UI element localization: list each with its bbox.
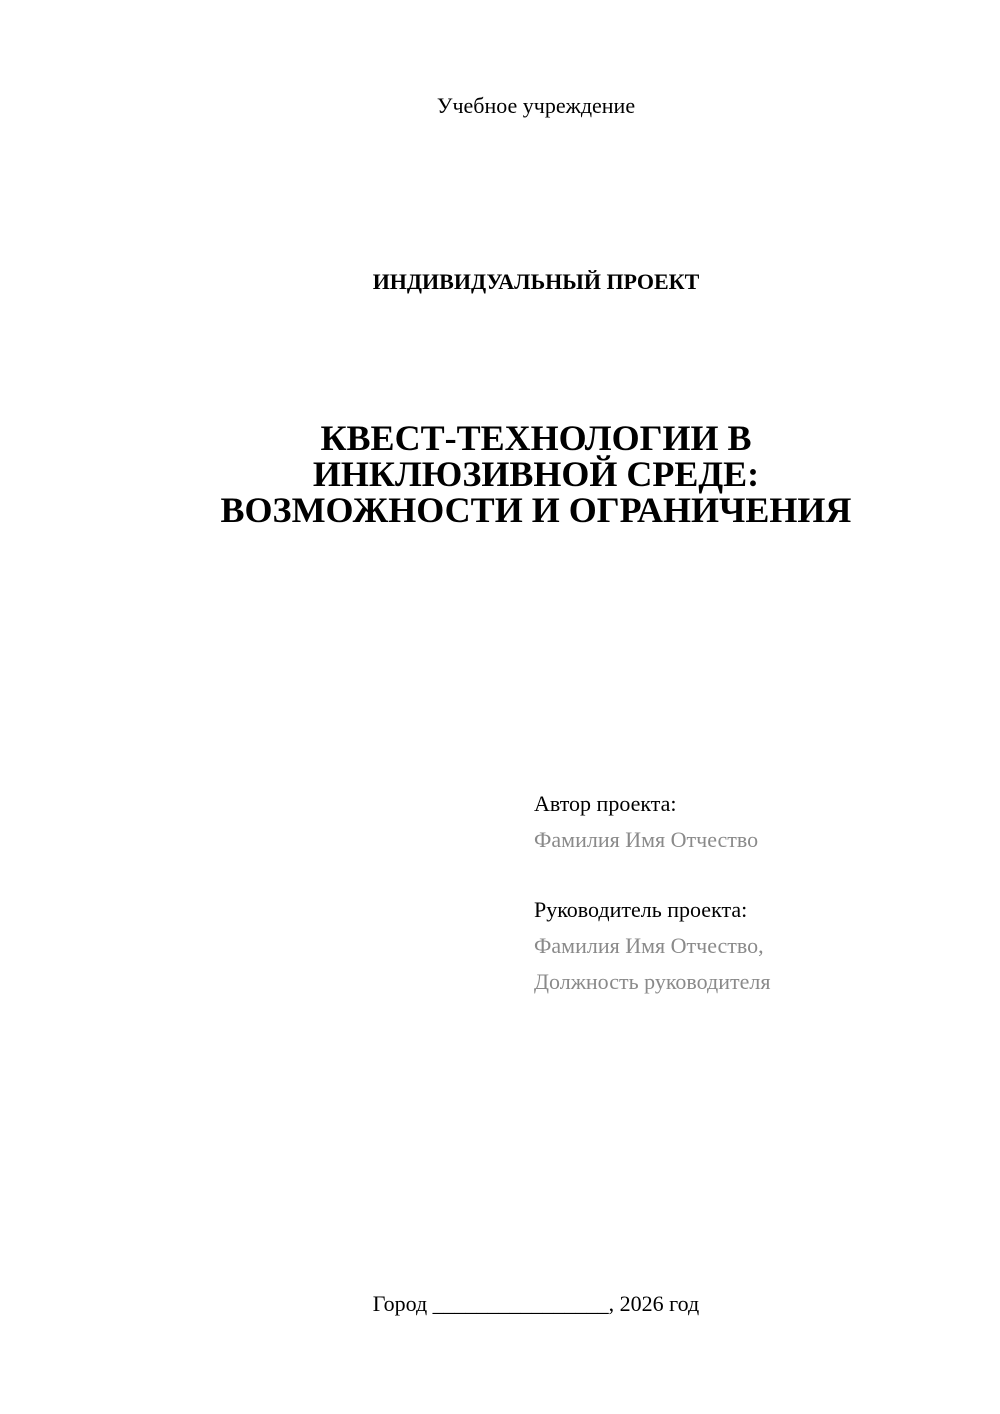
author-name-placeholder: Фамилия Имя Отчество xyxy=(534,827,759,852)
supervisor-label: Руководитель проекта: xyxy=(534,897,748,922)
project-title-line-2: ИНКЛЮЗИВНОЙ СРЕДЕ: xyxy=(312,454,760,494)
supervisor-position-placeholder: Должность руководителя xyxy=(534,969,771,994)
project-title xyxy=(0,420,1000,528)
supervisor-name-placeholder: Фамилия Имя Отчество, xyxy=(534,933,764,958)
project-title-line-1: КВЕСТ-ТЕХНОЛОГИИ В xyxy=(320,418,752,458)
document-type: ИНДИВИДУАЛЬНЫЙ ПРОЕКТ xyxy=(372,269,700,294)
supervisor-block xyxy=(534,892,974,1000)
author-label: Автор проекта: xyxy=(534,791,677,816)
author-block xyxy=(534,786,974,858)
project-title-line-3: ВОЗМОЖНОСТИ И ОГРАНИЧЕНИЯ xyxy=(220,490,852,530)
institution-name: Учебное учреждение xyxy=(436,93,636,118)
city-year-line: Город ________________, 2026 год xyxy=(372,1291,700,1316)
